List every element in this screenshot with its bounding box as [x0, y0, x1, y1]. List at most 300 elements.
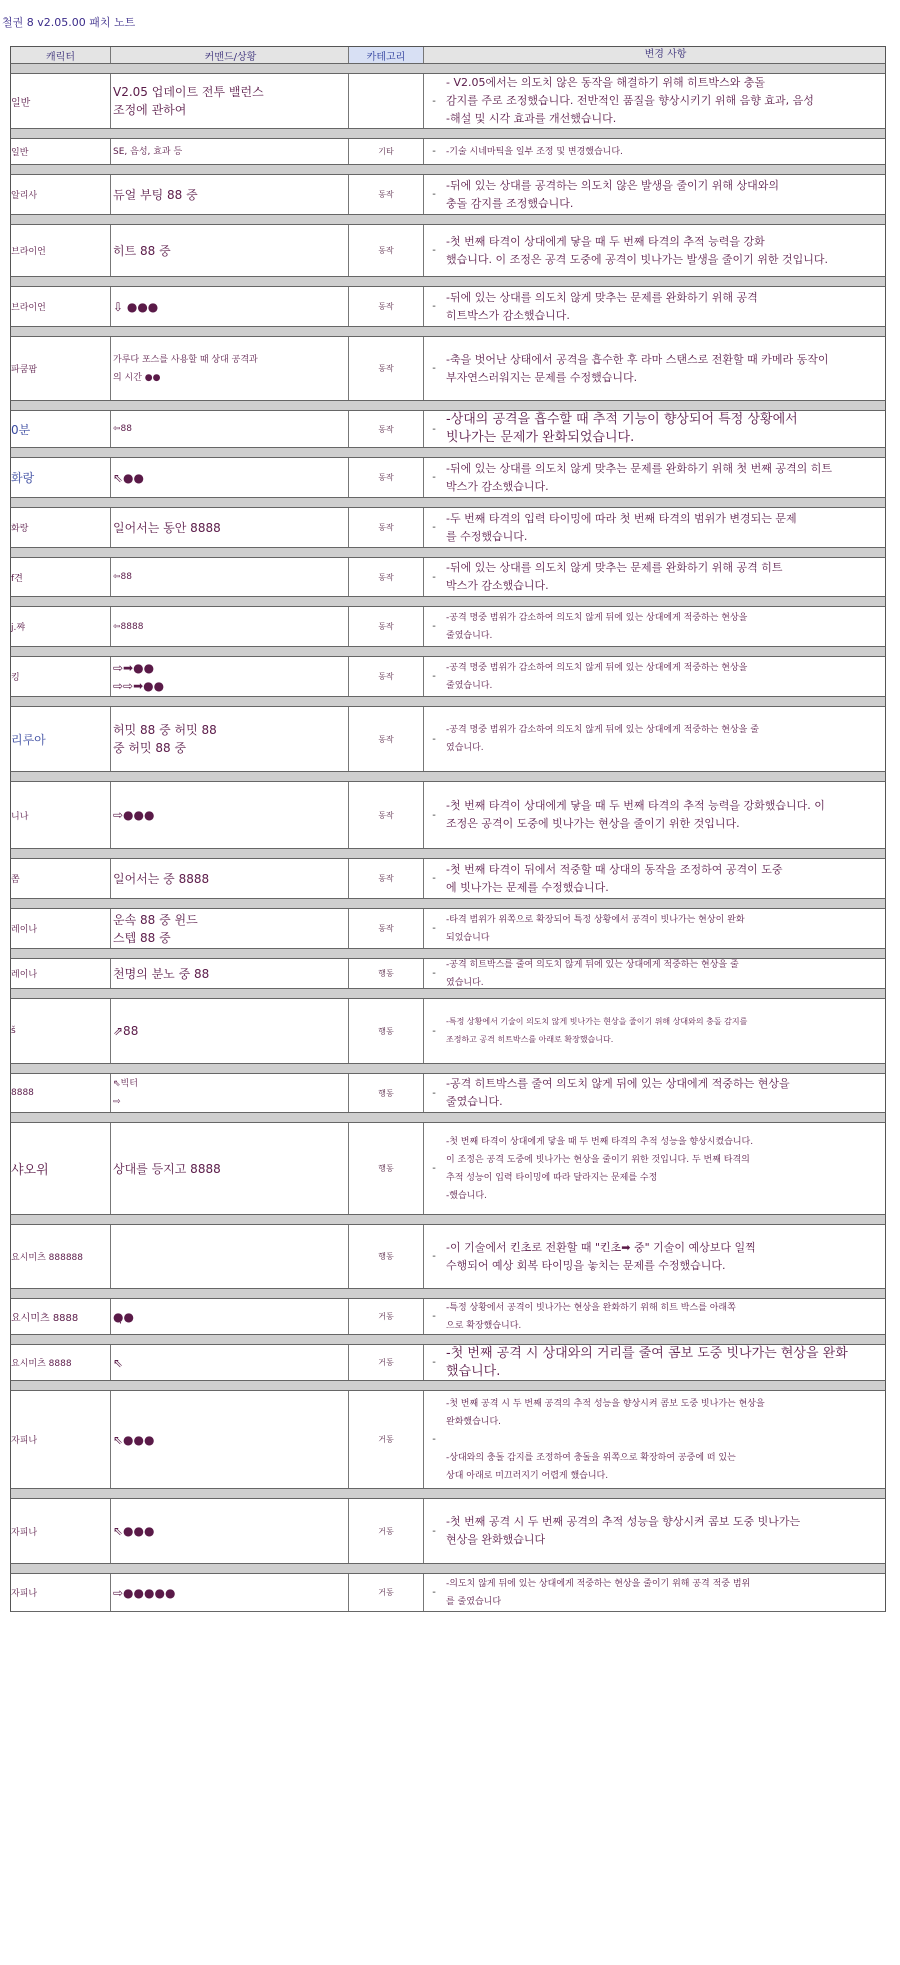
header-changes: 변경 사항 — [644, 49, 687, 60]
category-cell — [349, 782, 424, 848]
category-cell-text: 행동 — [378, 1026, 394, 1036]
changes-cell — [444, 657, 885, 696]
row-separator — [10, 849, 886, 859]
changes-cell — [444, 959, 885, 988]
changes-cell-text: -뒤에 있는 상대를 공격하는 의도치 않은 발생을 줄이기 위해 상대와의 충돌 감지를 조정했습니다. — [446, 178, 779, 210]
dash-cell — [424, 74, 444, 128]
category-cell — [349, 139, 424, 164]
table-row — [10, 1225, 886, 1289]
dash-cell — [424, 999, 444, 1063]
header-command: 커맨드/상황 — [111, 47, 349, 63]
command-cell — [111, 1074, 349, 1112]
table-row — [10, 909, 886, 949]
dash-cell — [424, 558, 444, 596]
table-row — [10, 74, 886, 129]
category-cell — [349, 859, 424, 898]
table-row — [10, 1123, 886, 1215]
command-cell — [111, 1299, 349, 1334]
table-row — [10, 1299, 886, 1335]
dash-cell — [424, 1074, 444, 1112]
row-separator — [10, 1489, 886, 1499]
category-cell — [349, 1499, 424, 1563]
category-cell — [349, 657, 424, 696]
command-cell — [111, 782, 349, 848]
category-cell — [349, 1074, 424, 1112]
table-header — [10, 46, 886, 64]
category-cell-text: 동작 — [378, 810, 394, 820]
category-cell-text: 동작 — [378, 622, 394, 631]
command-cell-text: 천명의 분노 중 88 — [113, 966, 210, 981]
changes-cell-text: -공격 명중 범위가 감소하여 의도치 않게 뒤에 있는 상대에게 적중하는 현상을 줄였습니다. — [446, 662, 748, 691]
command-cell-text: ●̣● — [113, 1309, 134, 1324]
dash-cell — [424, 1123, 444, 1214]
command-cell-text: ⇖빅터 ⇨ — [113, 1079, 138, 1107]
character-cell-text: 자피나 — [11, 1527, 38, 1538]
character-cell — [11, 1074, 111, 1112]
table-row — [10, 287, 886, 327]
category-cell-text: 거동 — [378, 1435, 394, 1444]
character-cell — [11, 508, 111, 547]
character-cell — [11, 707, 111, 771]
dash-cell-text: - — [432, 1163, 436, 1174]
table-row — [10, 508, 886, 548]
category-cell-text: 동작 — [378, 572, 394, 582]
dash-cell-text: - — [432, 1525, 436, 1537]
changes-cell — [444, 139, 885, 164]
command-cell — [111, 959, 349, 988]
table-row — [10, 607, 886, 647]
category-cell — [349, 959, 424, 988]
changes-cell-text: -특정 상황에서 기술이 의도치 않게 빗나가는 현상을 줄이기 위해 상대와의 충돌 감지를 조정하고 공격 히트박스를 아래로 확장했습니다. — [446, 1017, 748, 1044]
row-separator — [10, 448, 886, 458]
character-cell — [11, 859, 111, 898]
changes-cell — [444, 175, 885, 214]
command-cell — [111, 707, 349, 771]
character-cell — [11, 657, 111, 696]
row-separator — [10, 1215, 886, 1225]
changes-cell — [444, 1574, 885, 1611]
category-cell-text: 동작 — [378, 523, 394, 532]
changes-cell-text: -첫 번째 타격이 상대에게 닿을 때 두 번째 타격의 추적 능력을 강화했습니다. 이 조정은 공격이 도중에 빗나가는 현상을 줄이기 위한 것입니다. — [446, 799, 825, 830]
row-separator — [10, 1381, 886, 1391]
category-cell — [349, 337, 424, 400]
command-cell-text: ⇨●●●●● — [113, 1585, 176, 1600]
dash-cell-text: - — [432, 571, 436, 583]
table-row — [10, 1074, 886, 1113]
character-cell — [11, 74, 111, 128]
changes-cell-text: -두 번째 타격의 입력 타이밍에 따라 첫 번째 타격의 범위가 변경되는 문제 를 수정했습니다. — [446, 511, 797, 543]
dash-cell — [424, 1574, 444, 1611]
category-cell — [349, 1299, 424, 1334]
dash-cell — [424, 139, 444, 164]
character-cell-text: 니나 — [11, 811, 29, 822]
row-separator — [10, 327, 886, 337]
character-cell — [11, 607, 111, 646]
dash-cell — [424, 225, 444, 276]
character-cell-text: 일반 — [11, 97, 31, 109]
category-cell — [349, 607, 424, 646]
changes-cell-text: -첫 번째 타격이 뒤에서 적중할 때 상대의 동작을 조정하여 공격이 도중 에 빗나가는 문제를 수정했습니다. — [446, 862, 783, 894]
dash-cell — [424, 909, 444, 948]
character-cell — [11, 558, 111, 596]
character-cell — [11, 999, 111, 1063]
category-cell — [349, 458, 424, 497]
dash-cell-text: - — [432, 873, 436, 884]
category-cell — [349, 1345, 424, 1380]
row-separator — [10, 899, 886, 909]
dash-cell-text: - — [432, 189, 436, 200]
character-cell-text: 요시미츠 8888 — [11, 1313, 79, 1324]
table-row — [10, 1574, 886, 1612]
changes-cell-text: -기술 시네마틱을 일부 조정 및 변경했습니다. — [446, 146, 623, 157]
dash-cell — [424, 1225, 444, 1288]
character-cell-text: 레이나 — [11, 925, 38, 935]
dash-cell-text: - — [432, 423, 436, 435]
character-cell — [11, 909, 111, 948]
command-cell — [111, 337, 349, 400]
row-separator — [10, 1289, 886, 1299]
category-cell — [349, 175, 424, 214]
command-cell-text: V2.05 업데이트 전투 밸런스 조정에 관하여 — [113, 85, 264, 117]
character-cell-text: 일반 — [11, 148, 29, 158]
dash-cell — [424, 1299, 444, 1334]
category-cell — [349, 1123, 424, 1214]
row-separator — [10, 1113, 886, 1123]
command-cell — [111, 411, 349, 447]
command-cell-text: 일어서는 동안 8888 — [113, 520, 221, 535]
table-row — [10, 657, 886, 697]
character-cell-text: 화랑 — [11, 524, 29, 534]
command-cell-text: ⇖ — [113, 1355, 124, 1370]
changes-cell-text: -첫 번째 공격 시 두 번째 공격의 추적 성능을 향상시켜 콤보 도중 빗나가는 현상을 완화했습니다. -상대와의 충돌 감지를 조정하여 충돌을 위쪽으로 확장하여 공중에 떠 있는 상대 아래로 미끄러지기 어렵게 했습니다. — [446, 1398, 765, 1481]
dash-cell — [424, 1345, 444, 1380]
dash-cell-text: - — [432, 146, 436, 157]
dash-cell-text: - — [432, 968, 436, 979]
command-cell-text: ⇨●●● — [113, 808, 155, 822]
table-row — [10, 1391, 886, 1489]
changes-cell — [444, 1074, 885, 1112]
changes-cell-text: -뒤에 있는 상대를 의도치 않게 맞추는 문제를 완화하기 위해 공격 히트 박스가 감소했습니다. — [446, 561, 783, 592]
table-row — [10, 558, 886, 597]
row-separator — [10, 129, 886, 139]
dash-cell — [424, 508, 444, 547]
table-row — [10, 1499, 886, 1564]
category-cell — [349, 999, 424, 1063]
command-cell-text: 히트 88 중 — [113, 243, 171, 258]
changes-cell — [444, 337, 885, 400]
category-cell — [349, 74, 424, 128]
dash-cell-text: - — [432, 1434, 436, 1445]
row-separator — [10, 647, 886, 657]
character-cell-text: 요시미츠 8888 — [11, 1359, 72, 1369]
category-cell-text: 동작 — [378, 874, 394, 883]
dash-cell — [424, 607, 444, 646]
changes-cell-text: -첫 번째 공격 시 두 번째 공격의 추적 성능을 향상시켜 콤보 도중 빗나가는 현상을 완화했습니다 — [446, 1515, 801, 1546]
command-cell-text: 일어서는 중 8888 — [113, 871, 210, 886]
command-cell-text: ⇦88 — [113, 572, 132, 582]
changes-cell-text: -공격 명중 범위가 감소하여 의도치 않게 뒤에 있는 상대에게 적중하는 현상을 줄 였습니다. — [446, 725, 759, 753]
command-cell-text: ⇨➡●● ⇨⇨➡●● — [113, 660, 165, 693]
changes-cell-text: -이 기술에서 킨초로 전환할 때 "킨초➡ 중" 기술이 예상보다 일찍 수행되어 예상 회복 타이밍을 놓치는 문제를 수정했습니다. — [446, 1240, 756, 1272]
changes-cell — [444, 74, 885, 128]
changes-cell-text: -의도치 않게 뒤에 있는 상대에게 적중하는 현상을 줄이기 위해 공격 적중 범위 를 줄였습니다 — [446, 1578, 751, 1607]
dash-cell-text: - — [432, 733, 436, 745]
row-separator — [10, 215, 886, 225]
command-cell — [111, 225, 349, 276]
character-cell-text: 요시미츠 888888 — [11, 1253, 83, 1263]
command-cell — [111, 1499, 349, 1563]
dash-cell — [424, 782, 444, 848]
character-cell-text: j.쨔 — [11, 623, 26, 633]
category-cell-text: 동작 — [378, 190, 394, 199]
command-cell — [111, 859, 349, 898]
command-cell-text: 가루다 포스를 사용할 때 상대 공격과 의 시간 ●● — [113, 354, 258, 383]
character-cell-text: 자피나 — [11, 1436, 38, 1446]
character-cell — [11, 225, 111, 276]
changes-cell-text: -공격 명중 범위가 감소하여 의도치 않게 뒤에 있는 상대에게 적중하는 현상을 줄였습니다. — [446, 612, 748, 641]
category-cell — [349, 707, 424, 771]
character-cell — [11, 1391, 111, 1488]
character-cell-text: 샤오위 — [11, 1163, 49, 1178]
table-row — [10, 175, 886, 215]
row-separator — [10, 165, 886, 175]
category-cell-text: 거동 — [378, 1312, 394, 1321]
changes-cell-text: - V2.05에서는 의도치 않은 동작을 해결하기 위해 히트박스와 충돌 감지를 주로 조정했습니다. 전반적인 품질을 향상시키기 위해 음향 효과, 음성 -해설 및 시각 효과를 개선했습니다. — [446, 76, 814, 125]
changes-cell — [444, 909, 885, 948]
character-cell-text: 브라이언 — [11, 303, 46, 313]
character-cell-text: 브라이언 — [11, 247, 46, 257]
dash-cell-text: - — [432, 923, 436, 934]
changes-cell-text: -공격 히트박스를 줄여 의도치 않게 뒤에 있는 상대에게 적중하는 현상을 줄였습니다. — [446, 1077, 790, 1108]
character-cell — [11, 1499, 111, 1563]
header-category: 카테고리 — [349, 47, 424, 63]
category-cell-text: 동작 — [378, 473, 394, 482]
category-cell — [349, 1574, 424, 1611]
category-cell-text: 행동 — [378, 1088, 394, 1098]
command-cell — [111, 1123, 349, 1214]
command-cell — [111, 607, 349, 646]
command-cell — [111, 909, 349, 948]
changes-cell — [444, 287, 885, 326]
dash-cell-text: - — [432, 1357, 436, 1368]
changes-cell — [444, 458, 885, 497]
row-separator — [10, 401, 886, 411]
character-cell-text: 알리사 — [11, 191, 38, 201]
command-cell — [111, 458, 349, 497]
category-cell — [349, 508, 424, 547]
category-cell-text: 거동 — [378, 1588, 394, 1597]
character-cell-text: š — [11, 1026, 16, 1036]
command-cell-text: ⇩ ●●● — [113, 299, 159, 314]
category-cell-text: 동작 — [378, 672, 394, 681]
command-cell — [111, 1225, 349, 1288]
dash-cell — [424, 411, 444, 447]
table-row — [10, 859, 886, 899]
changes-cell — [444, 1391, 885, 1488]
command-cell-text: 운속 88 중 윈드 스텝 88 중 — [113, 912, 198, 945]
character-cell — [11, 287, 111, 326]
changes-cell — [444, 1499, 885, 1563]
dash-cell — [424, 707, 444, 771]
character-cell — [11, 139, 111, 164]
row-separator — [10, 277, 886, 287]
command-cell-text: ⇦88 — [113, 424, 132, 434]
row-separator — [10, 1564, 886, 1574]
character-cell — [11, 1225, 111, 1288]
changes-cell-text: -첫 번째 타격이 상대에게 닿을 때 두 번째 타격의 추적 능력을 강화 했습니다. 이 조정은 공격 도중에 공격이 빗나가는 발생을 줄이기 위한 것입니다. — [446, 234, 828, 266]
character-cell-text: 화랑 — [11, 471, 35, 485]
table-row — [10, 999, 886, 1064]
table-row — [10, 782, 886, 849]
command-cell — [111, 175, 349, 214]
changes-cell — [444, 859, 885, 898]
command-cell — [111, 558, 349, 596]
character-cell — [11, 959, 111, 988]
category-cell-text: 동작 — [378, 302, 394, 311]
command-cell-text: ⇖●●● — [113, 1524, 155, 1538]
character-cell-text: 8888 — [11, 1088, 34, 1098]
changes-cell — [444, 707, 885, 771]
row-separator — [10, 697, 886, 707]
character-cell-text: 킹 — [11, 673, 20, 683]
command-cell-text: 듀얼 부팅 88 중 — [113, 187, 198, 202]
dash-cell — [424, 1499, 444, 1563]
category-cell — [349, 287, 424, 326]
category-cell — [349, 225, 424, 276]
command-cell-text: ⇦8888 — [113, 621, 144, 632]
category-cell — [349, 909, 424, 948]
character-cell — [11, 1123, 111, 1214]
category-cell-text: 기타 — [378, 147, 394, 156]
command-cell-text: ⇖●●● — [113, 1432, 155, 1447]
character-cell — [11, 1299, 111, 1334]
character-cell-text: 자피나 — [11, 1589, 38, 1599]
category-cell-text: 거동 — [378, 1526, 394, 1536]
changes-cell — [444, 558, 885, 596]
character-cell-text: 쫌 — [11, 875, 20, 885]
dash-cell-text: - — [432, 1251, 436, 1262]
command-cell-text: 허밋 88 중 허밋 88 중 허밋 88 중 — [113, 723, 217, 755]
changes-cell-text: -뒤에 있는 상대를 의도치 않게 맞추는 문제를 완화하기 위해 공격 히트박스가 감소했습니다. — [446, 290, 758, 322]
character-cell-text: 파쿰팜 — [11, 365, 38, 375]
page-title: 철권 8 v2.05.00 패치 노트 — [2, 16, 136, 29]
changes-cell — [444, 1345, 885, 1380]
command-cell — [111, 1345, 349, 1380]
character-cell-text: 리루아 — [11, 732, 46, 747]
row-separator — [10, 772, 886, 782]
row-separator — [10, 989, 886, 999]
character-cell-text: 레이나 — [11, 970, 38, 980]
changes-cell — [444, 999, 885, 1063]
changes-cell — [444, 782, 885, 848]
dash-cell-text: - — [432, 1587, 436, 1598]
character-cell — [11, 1574, 111, 1611]
changes-cell — [444, 411, 885, 447]
dash-cell-text: - — [432, 671, 436, 682]
command-cell — [111, 74, 349, 128]
table-row — [10, 411, 886, 448]
command-cell-text: SE, 음성, 효과 등 — [113, 146, 183, 157]
row-separator — [10, 597, 886, 607]
dash-cell-text: - — [432, 472, 436, 483]
header-character: 캐릭터 — [11, 47, 111, 63]
character-cell — [11, 782, 111, 848]
dash-cell — [424, 657, 444, 696]
row-separator — [10, 64, 886, 74]
character-cell-text: f견 — [11, 573, 23, 584]
dash-cell-text: - — [432, 363, 436, 374]
changes-cell — [444, 1225, 885, 1288]
dash-cell-text: - — [432, 621, 436, 632]
table-row — [10, 458, 886, 498]
command-cell-text: ⇗88 — [113, 1024, 139, 1038]
changes-cell-text: -특정 상황에서 공격이 빗나가는 현상을 완화하기 위해 히트 박스를 아래쪽 으로 확장했습니다. — [446, 1302, 736, 1331]
command-cell — [111, 1574, 349, 1611]
character-cell — [11, 175, 111, 214]
dash-cell — [424, 337, 444, 400]
table-row — [10, 225, 886, 277]
changes-cell — [444, 508, 885, 547]
character-cell — [11, 1345, 111, 1380]
changes-cell — [444, 1123, 885, 1214]
command-cell-text: 상대를 등지고 8888 — [113, 1161, 221, 1176]
dash-cell-text: - — [432, 809, 436, 821]
command-cell — [111, 287, 349, 326]
table-row — [10, 959, 886, 989]
character-cell-text: 0분 — [11, 422, 31, 437]
command-cell — [111, 657, 349, 696]
dash-cell-text: - — [432, 522, 436, 533]
category-cell — [349, 1391, 424, 1488]
dash-cell — [424, 175, 444, 214]
dash-cell — [424, 1391, 444, 1488]
changes-cell — [444, 607, 885, 646]
category-cell-text: 거동 — [378, 1358, 394, 1367]
category-cell — [349, 1225, 424, 1288]
row-separator — [10, 1064, 886, 1074]
character-cell — [11, 458, 111, 497]
changes-cell-text: -타격 범위가 위쪽으로 확장되어 특정 상황에서 공격이 빗나가는 현상이 완화 되었습니다 — [446, 914, 745, 943]
command-cell — [111, 999, 349, 1063]
header-dash — [424, 47, 444, 63]
changes-cell-text: -상대의 공격을 흡수할 때 추적 기능이 향상되어 특정 상황에서 빗나가는 문제가 완화되었습니다. — [446, 412, 798, 445]
table-row — [10, 707, 886, 772]
patch-notes-table — [10, 46, 886, 1612]
category-cell — [349, 558, 424, 596]
category-cell — [349, 411, 424, 447]
dash-cell-text: - — [432, 1311, 436, 1322]
command-cell-text: ⇖●● — [113, 470, 144, 485]
row-separator — [10, 1335, 886, 1345]
table-row — [10, 139, 886, 165]
dash-cell — [424, 859, 444, 898]
category-cell-text: 동작 — [378, 364, 394, 373]
row-separator — [10, 498, 886, 508]
command-cell — [111, 1391, 349, 1488]
dash-cell-text: - — [432, 245, 436, 256]
category-cell-text: 동작 — [378, 424, 394, 434]
changes-cell-text: -뒤에 있는 상대를 의도치 않게 맞추는 문제를 완화하기 위해 첫 번째 공격의 히트 박스가 감소했습니다. — [446, 461, 832, 493]
category-cell-text: 행동 — [378, 1252, 394, 1261]
table-row — [10, 337, 886, 401]
category-cell-text: 행동 — [378, 1164, 394, 1173]
changes-cell — [444, 1299, 885, 1334]
changes-cell — [444, 225, 885, 276]
dash-cell — [424, 959, 444, 988]
character-cell — [11, 411, 111, 447]
command-cell — [111, 139, 349, 164]
command-cell — [111, 508, 349, 547]
